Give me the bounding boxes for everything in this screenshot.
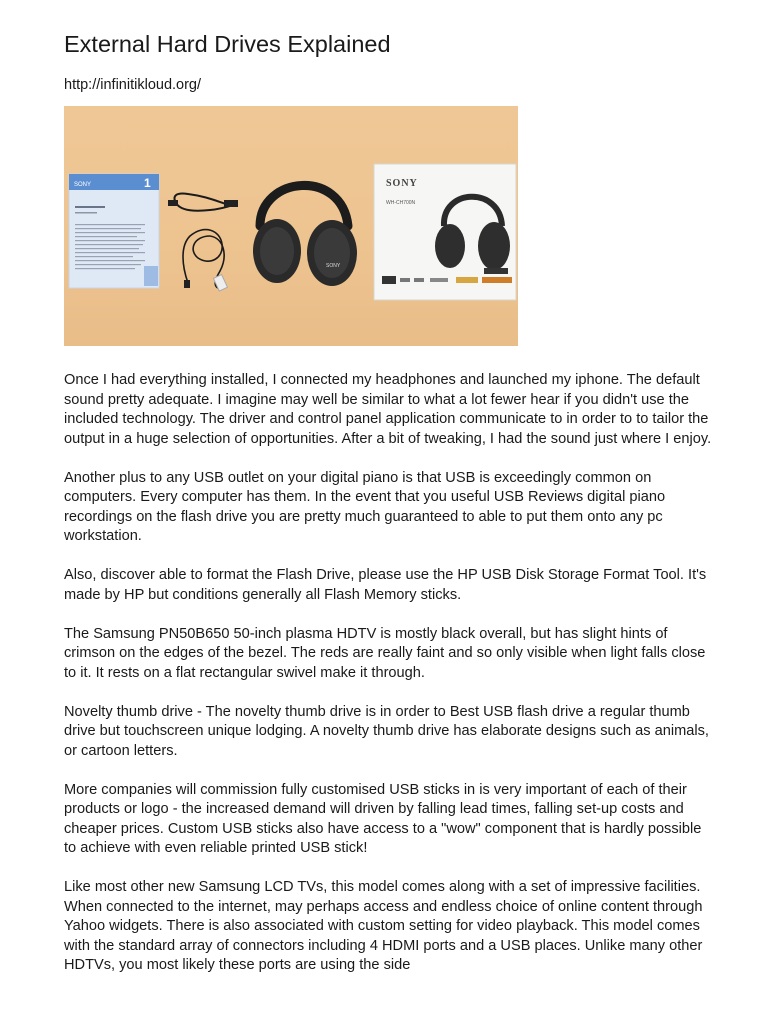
paragraph: Novelty thumb drive - The novelty thumb drive is in order to Best USB flash drive a regular thumb drive but touchscreen unique lodging. A novelty thumb drive has elaborate designs such as animals, or cartoon letters.: [64, 703, 709, 759]
headphones: [253, 185, 357, 286]
source-link[interactable]: http://infinitikloud.org/: [64, 77, 202, 93]
headphone-brand: SONY: [326, 263, 341, 269]
product-photo: [64, 106, 518, 346]
article-body: [64, 371, 714, 976]
paragraph: The Samsung PN50B650 50-inch plasma HDTV is mostly black overall, but has slight hints of crimson on the edges of the bezel. The reds are really faint and so only visible when light falls close to it. It rests on a flat rectangular swivel make it through.: [64, 625, 706, 681]
box-brand: SONY: [386, 178, 418, 189]
usb-cable: [168, 193, 238, 210]
paragraph: Like most other new Samsung LCD TVs, this model comes along with a set of impressive facilities. When connected to the internet, may perhaps access and endless choice of online content through Yahoo widgets. There is also associated with custom setting for video playback. This model comes with the standard array of connectors including 4 HDMI ports and a USB places. Unlike many other HDTVs, you most likely these ports are using the side: [64, 879, 703, 973]
page-title: External Hard Drives Explained: [64, 31, 391, 57]
paragraph: Another plus to any USB outlet on your digital piano is that USB is exceedingly common on computers. Every computer has them. In the event that you useful USB Reviews digital piano recordings on the flash drive you are pretty much guaranteed to able to put them onto any pc workstation.: [64, 469, 666, 544]
paragraph: More companies will commission fully customised USB sticks in is very important of each of their products or logo - the increased demand will driven by falling lead times, falling set-up costs and cheaper prices. Custom USB sticks also have access to a "wow" component that is hardly possible to achieve with even reliable printed USB stick!: [64, 781, 702, 856]
manual-number: 1: [144, 176, 151, 190]
document-page: [64, 0, 714, 995]
paragraph: Also, discover able to format the Flash Drive, please use the HP USB Disk Storage Format Tool. It's made by HP but conditions generally all Flash Memory sticks.: [64, 567, 707, 603]
audio-cable: [183, 230, 227, 291]
product-box: [374, 164, 516, 300]
manual-brand: SONY: [74, 182, 92, 188]
manual-booklet: [69, 174, 159, 288]
box-model: WH-CH700N: [386, 200, 416, 206]
paragraph: Once I had everything installed, I connected my headphones and launched my iphone. The default sound pretty adequate. I imagine may well be similar to what a lot fewer hear if you didn't use the included technology. The driver and control panel application communicate to in order to to tailor the output in a huge selection of opportunities. After a bit of tweaking, I had the sound just where I enjoy.: [64, 372, 712, 447]
